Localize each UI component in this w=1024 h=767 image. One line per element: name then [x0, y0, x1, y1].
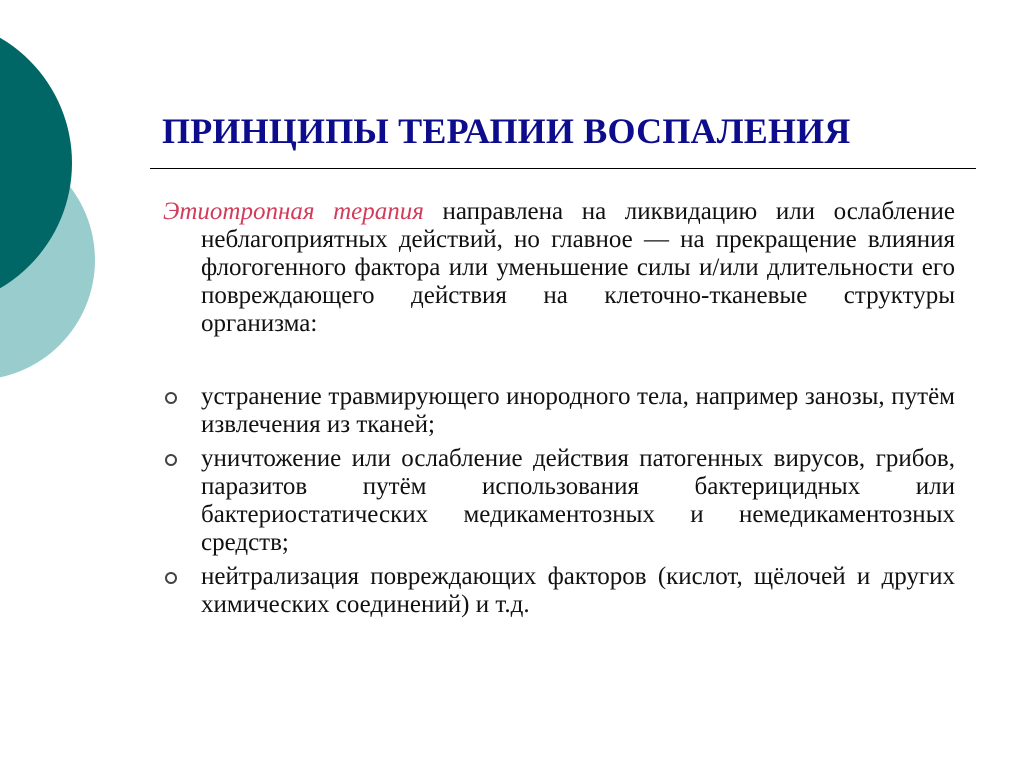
bullet-circle-icon: [165, 454, 177, 466]
title-divider: [150, 168, 976, 169]
intro-emphasis: Этиотропная терапия: [163, 198, 424, 225]
bullet-item: [163, 563, 955, 619]
bullet-text: устранение травмирующего инородного тела, например занозы, путём извлечения из тканей;: [201, 383, 955, 438]
bullet-list: [163, 383, 955, 619]
bullet-item: [163, 445, 955, 557]
bullet-item: [163, 383, 955, 439]
bullet-text: уничтожение или ослабление действия патогенных вирусов, грибов, паразитов путём использования бактерицидных или бактериостатических медикаментозных и немедикаментозных средств;: [201, 445, 955, 556]
bullet-circle-icon: [165, 392, 177, 404]
bullet-circle-icon: [165, 572, 177, 584]
intro-paragraph: [163, 198, 955, 338]
slide-body: [163, 198, 955, 625]
intro-text: направлена на ликвидацию или ослабление неблагоприятных действий, но главное — на прекращение влияния флогогенного фактора или уменьшение силы и/или длительности его повреждающего действия на клеточно-тканевые структуры организма:: [201, 198, 955, 337]
slide-title: ПРИНЦИПЫ ТЕРАПИИ ВОСПАЛЕНИЯ: [162, 111, 851, 151]
bullet-text: нейтрализация повреждающих факторов (кислот, щёлочей и других химических соединений) и т.д.: [201, 563, 955, 618]
